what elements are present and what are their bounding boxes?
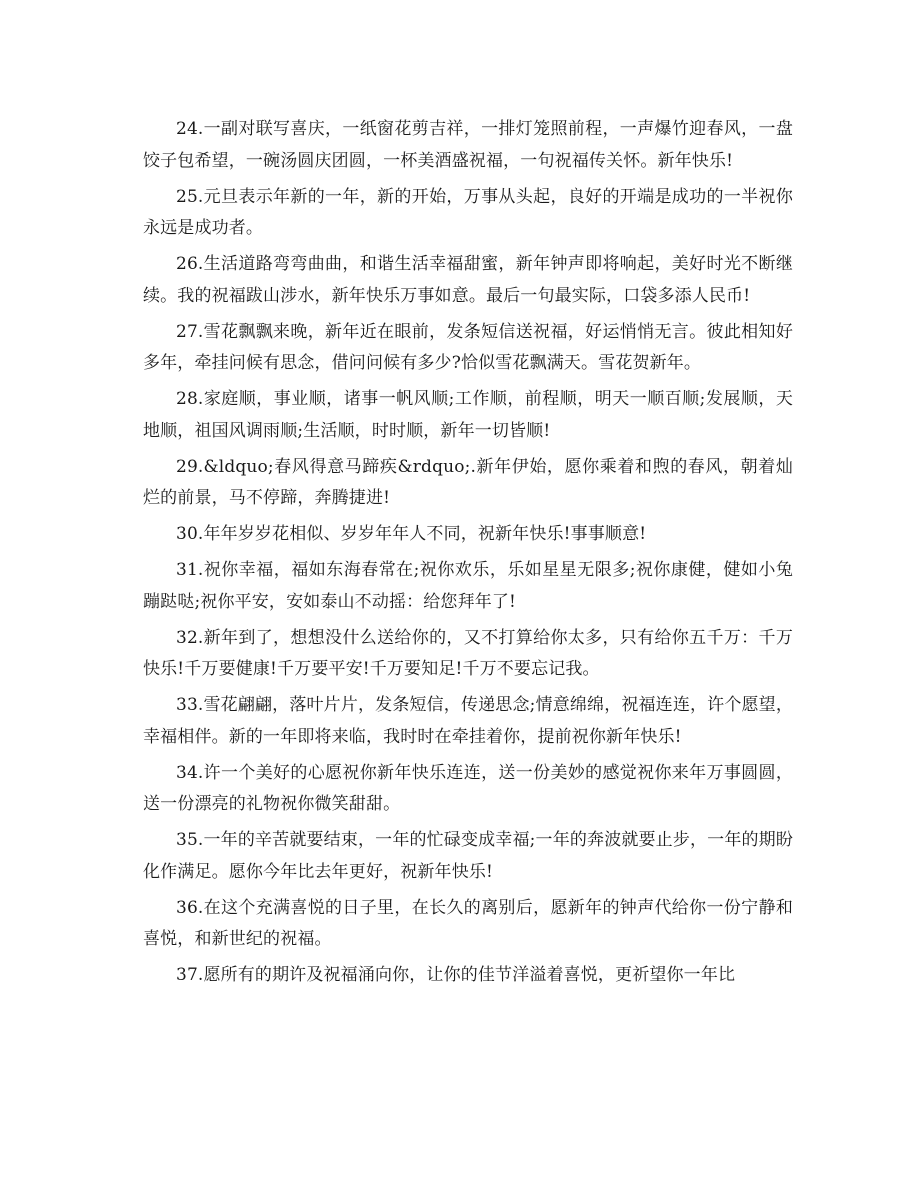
paragraph-32: 32.新年到了，想想没什么送给你的，又不打算给你太多，只有给你五千万：千万快乐!千万要健康!千万要平安!千万要知足!千万不要忘记我。: [143, 627, 793, 679]
paragraph-31: 31.祝你幸福，福如东海春常在;祝你欢乐，乐如星星无限多;祝你康健，健如小兔蹦跶哒;祝你平安，安如泰山不动摇：给您拜年了!: [143, 560, 793, 612]
paragraph-27: 27.雪花飘飘来晚，新年近在眼前，发条短信送祝福，好运悄悄无言。彼此相知好多年，牵挂问候有思念，借问问候有多少?恰似雪花飘满天。雪花贺新年。: [143, 321, 793, 373]
paragraph-35: 35.一年的辛苦就要结束，一年的忙碌变成幸福;一年的奔波就要止步，一年的期盼化作满足。愿你今年比去年更好，祝新年快乐!: [143, 830, 793, 882]
paragraph-30: 30.年年岁岁花相似、岁岁年年人不同，祝新年快乐!事事顺意!: [176, 524, 647, 544]
paragraph-37: 37.愿所有的期许及祝福涌向你，让你的佳节洋溢着喜悦，更祈望你一年比: [176, 965, 736, 985]
paragraph-28: 28.家庭顺，事业顺，诸事一帆风顺;工作顺，前程顺，明天一顺百顺;发展顺，天地顺，祖国风调雨顺;生活顺，时时顺，新年一切皆顺!: [143, 389, 793, 441]
paragraph-25: 25.元旦表示年新的一年，新的开始，万事从头起，良好的开端是成功的一半祝你永远是成功者。: [143, 186, 793, 238]
paragraph-26: 26.生活道路弯弯曲曲，和谐生活幸福甜蜜，新年钟声即将响起，美好时光不断继续。我的祝福跋山涉水，新年快乐万事如意。最后一句最实际，口袋多添人民币!: [143, 254, 793, 306]
paragraph-24: 24.一副对联写喜庆，一纸窗花剪吉祥，一排灯笼照前程，一声爆竹迎春风，一盘饺子包希望，一碗汤圆庆团圆，一杯美酒盛祝福，一句祝福传关怀。新年快乐!: [143, 119, 793, 171]
paragraph-29: 29.&ldquo;春风得意马蹄疾&rdquo;.新年伊始，愿你乘着和煦的春风，朝着灿烂的前景，马不停蹄，奔腾捷进!: [143, 456, 793, 508]
paragraph-33: 33.雪花翩翩，落叶片片，发条短信，传递思念;情意绵绵，祝福连连，许个愿望，幸福相伴。新的一年即将来临，我时时在牵挂着你，提前祝你新年快乐!: [143, 695, 793, 747]
document-body: [143, 114, 793, 996]
paragraph-36: 36.在这个充满喜悦的日子里，在长久的离别后，愿新年的钟声代给你一份宁静和喜悦，和新世纪的祝福。: [143, 897, 793, 949]
paragraph-34: 34.许一个美好的心愿祝你新年快乐连连，送一份美妙的感觉祝你来年万事圆圆，送一份漂亮的礼物祝你微笑甜甜。: [143, 762, 793, 814]
